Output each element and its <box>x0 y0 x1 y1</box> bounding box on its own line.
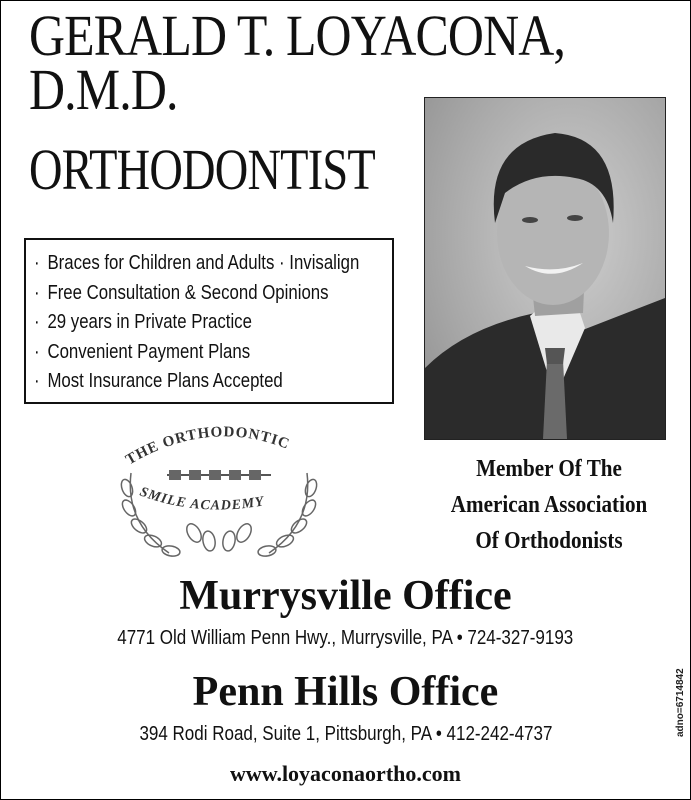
address-text: 394 Rodi Road, Suite 1, Pittsburgh, PA • 412-242-4737 <box>139 723 552 745</box>
membership-line3: Of Orthodonists <box>475 528 623 554</box>
membership-line1: Member Of The <box>476 456 622 482</box>
membership-text <box>435 451 664 559</box>
smile-academy-logo <box>109 413 329 573</box>
features-box <box>24 238 394 404</box>
bullet-icon: · <box>34 340 40 363</box>
feature-text: 29 years in Private Practice <box>47 311 252 333</box>
feature-text: Braces for Children and Adults · Invisalign <box>47 252 360 274</box>
specialty-title: ORTHODONTIST <box>29 137 375 202</box>
feature-item <box>34 249 360 279</box>
logo-bottom-text: SMILE ACADEMY <box>137 484 266 514</box>
membership-line2: American Association <box>450 492 648 518</box>
penn-hills-office-address <box>1 722 690 746</box>
feature-item <box>34 367 335 397</box>
bullet-icon: · <box>34 252 40 274</box>
doctor-name-line1: GERALD T. LOYACONA, <box>29 3 566 68</box>
logo-top-text: THE ORTHODONTIC <box>123 424 292 469</box>
bullet-icon: · <box>34 311 40 333</box>
address-text: 4771 Old William Penn Hwy., Murrysville, PA • 724-327-9193 <box>117 627 574 649</box>
logo-graphic <box>109 413 329 573</box>
website-link[interactable]: www.loyaconaortho.com <box>230 761 461 786</box>
feature-text: Free Consultation & Second Opinions <box>47 281 329 304</box>
ad-number: adno=6714842 <box>675 668 686 737</box>
murrysville-office-address <box>1 626 690 650</box>
feature-item <box>34 338 335 368</box>
murrysville-office-heading: Murrysville Office <box>179 573 512 619</box>
bullet-icon: · <box>34 370 40 392</box>
feature-item <box>34 279 335 309</box>
feature-text: Most Insurance Plans Accepted <box>47 370 283 392</box>
bullet-icon: · <box>34 281 40 304</box>
portrait-illustration <box>425 98 665 439</box>
feature-text: Convenient Payment Plans <box>47 340 251 363</box>
doctor-photo <box>424 97 666 440</box>
feature-item <box>34 308 335 338</box>
penn-hills-office-heading: Penn Hills Office <box>192 669 499 715</box>
doctor-name-line2: D.M.D. <box>29 57 178 122</box>
